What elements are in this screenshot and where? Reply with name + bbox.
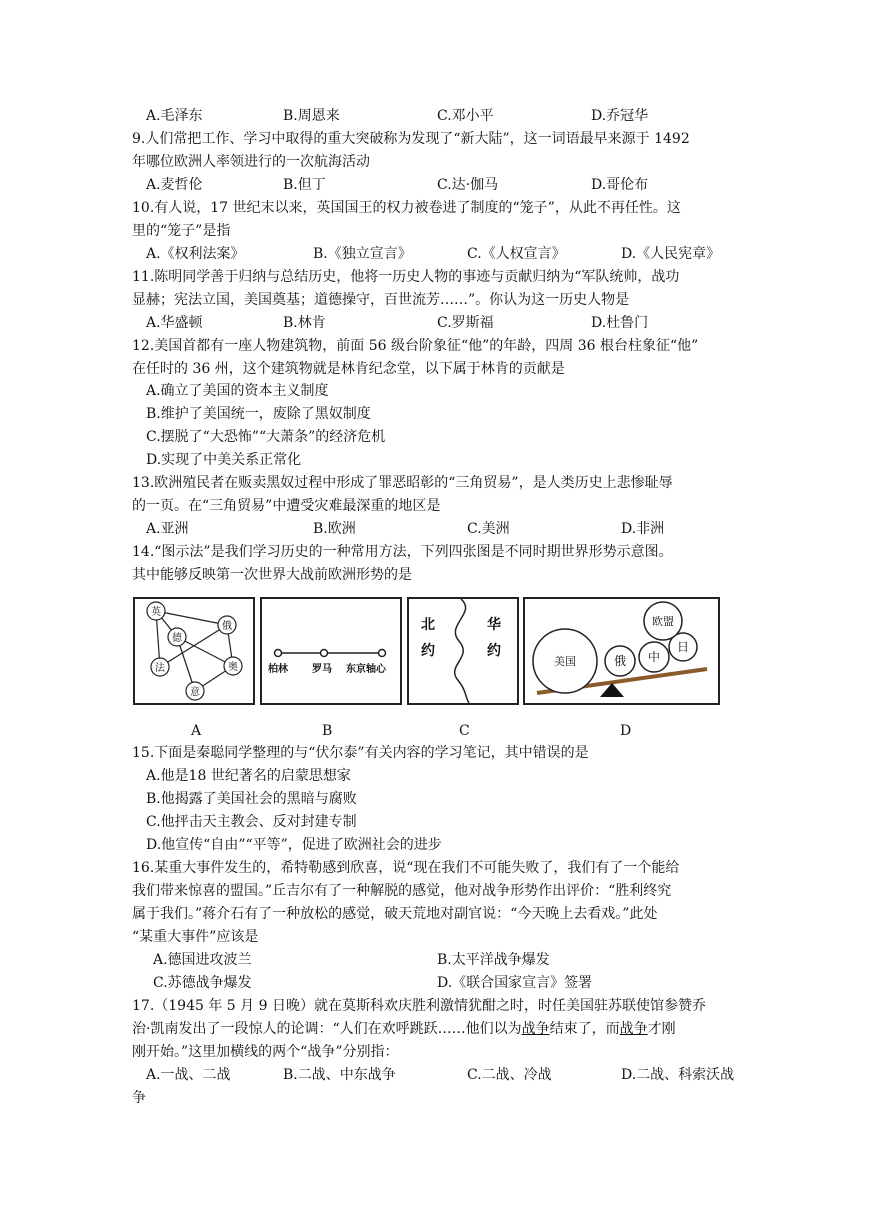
q14-stem: 14.“图示法”是我们学习历史的一种常用方法，下列四张图是不同时期世界形势示意图。 [132,544,673,560]
node-label-fa: 法 [155,663,165,674]
diagram-a [133,597,255,705]
q12-stem-cont: 在任时的 36 州，这个建筑物就是林肯纪念堂，以下属于林肯的贡献是 [132,361,565,377]
q13-option-d: D.非洲 [621,521,665,537]
caption-b: B [322,723,333,739]
q12-stem: 12.美国首都有一座人物建筑物，前面 56 级台阶象征“他”的年龄，四周 36 根台柱象征“他” [132,338,699,354]
q17-text-b: 结束了，而 [549,1021,620,1037]
q16-stem-cont-2: 属于我们。”蒋介石有了一种放松的感觉，破天荒地对副官说：“今天晚上去看戏。”此处 [132,906,658,922]
node-label-de: 德 [172,633,182,644]
q16-stem-cont-1: 我们带来惊喜的盟国。”丘吉尔有了一种解脱的感觉，他对战争形势作出评价：“胜利终究 [132,883,672,899]
q8-option-a: A.毛泽东 [146,108,203,124]
q17-underlined-war-1: 战争 [521,1021,550,1037]
q16-option-b: B.太平洋战争爆发 [437,952,550,968]
axis-node-berlin [275,650,282,657]
diagram-d-balance [525,599,718,703]
q15-option-d: D.他宣传“自由”“平等”，促进了欧洲社会的进步 [146,837,442,853]
q12-option-c: C.摆脱了“大恐怖”“大萧条”的经济危机 [146,429,386,445]
q13-option-b: B.欧洲 [313,521,356,537]
q10-option-c: C.《人权宣言》 [467,246,566,262]
q8-option-c: C.邓小平 [437,108,494,124]
node-label-ao: 奥 [228,662,238,673]
caption-a: A [191,723,202,739]
q10-stem-cont: 里的“笼子”是指 [132,223,231,239]
q16-option-a: A.德国进攻波兰 [153,952,252,968]
diagram-c [407,597,519,705]
q17-option-b: B.二战、中东战争 [283,1067,396,1083]
caption-d: D [620,723,632,739]
q15-option-b: B.他揭露了美国社会的黑暗与腐败 [146,791,357,807]
diagram-b [260,597,402,705]
q12-option-a: A.确立了美国的资本主义制度 [146,383,329,399]
q10-option-b: B.《独立宣言》 [313,246,412,262]
q17-option-d: D.二战、科索沃战 [621,1067,735,1083]
q10-option-a: A.《权利法案》 [146,246,245,262]
q14-stem-cont: 其中能够反映第一次世界大战前欧洲形势的是 [132,567,412,583]
q11-option-b: B.林肯 [283,315,326,331]
q17-stem: 17.（1945 年 5 月 9 日晚）就在莫斯科欢庆胜利激情犹酣之时，时任美国驻苏联使馆参赞乔 [132,998,706,1014]
caption-c: C [459,723,470,739]
q9-option-c: C.达·伽马 [437,177,499,193]
q11-stem: 11.陈明同学善于归纳与总结历史，他将一历史人物的事迹与贡献归纳为“军队统帅，战功 [132,269,680,285]
label-berlin: 柏林 [268,664,288,675]
q9-stem-cont: 年哪位欧洲人率领进行的一次航海活动 [132,154,370,170]
q16-option-d: D.《联合国家宣言》签署 [437,975,593,991]
q13-option-c: C.美洲 [467,521,510,537]
label-hua: 华 [487,617,501,633]
q11-stem-cont: 显赫；宪法立国，美国奠基；道德操守，百世流芳……”。你认为这一历史人物是 [132,292,630,308]
q8-option-b: B.周恩来 [283,108,340,124]
q8-option-d: D.乔冠华 [591,108,649,124]
axis-node-rome [321,650,328,657]
q9-option-a: A.麦哲伦 [146,177,203,193]
label-yue-right: 约 [487,643,501,659]
label-china: 中 [647,650,661,664]
dividing-curve [455,599,469,703]
q11-option-d: D.杜鲁门 [591,315,649,331]
q17-option-c: C.二战、冷战 [467,1067,552,1083]
q17-option-a: A.一战、二战 [146,1067,231,1083]
q16-option-c: C.苏德战争爆发 [153,975,252,991]
q9-option-b: B.但丁 [283,177,326,193]
q16-stem: 16.某重大事件发生的，希特勒感到欣喜，说“现在我们不可能失败了，我们有了一个能给 [132,860,680,876]
q12-option-b: B.维护了美国统一，废除了黑奴制度 [146,406,371,422]
diagram-c-split [409,599,517,703]
q13-stem-cont: 的一页。在“三角贸易”中遭受灾难最深重的地区是 [132,498,441,514]
node-label-e: 俄 [222,621,232,632]
diagram-b-axis [262,599,400,703]
diagram-d [523,597,720,705]
q17-option-d-wrap: 争 [132,1090,146,1106]
q17-stem-cont-2: 刚开始。”这里加横线的两个“战争”分别指： [132,1044,399,1060]
q16-stem-cont-3: “某重大事件”应该是 [132,929,259,945]
label-japan: 日 [676,640,690,654]
q12-option-d: D.实现了中美关系正常化 [146,452,302,468]
node-label-yi: 意 [190,687,200,698]
q13-option-a: A.亚洲 [146,521,189,537]
label-eu: 欧盟 [652,615,674,628]
label-russia: 俄 [613,654,627,668]
q10-option-d: D.《人民宪章》 [621,246,721,262]
label-yue-left: 约 [421,643,435,659]
q15-option-a: A.他是18 世纪著名的启蒙思想家 [146,768,351,784]
q15-stem: 15.下面是秦聪同学整理的与“伏尔泰”有关内容的学习笔记，其中错误的是 [132,745,589,761]
q9-option-d: D.哥伦布 [591,177,649,193]
q17-underlined-war-2: 战争 [619,1021,648,1037]
q17-text-c: 才刚 [647,1021,676,1037]
label-rome: 罗马 [312,664,332,675]
q13-stem: 13.欧洲殖民者在贩卖黑奴过程中形成了罪恶昭彰的“三角贸易”，是人类历史上悲惨耻辱 [132,475,673,491]
q15-option-c: C.他抨击天主教会、反对封建专制 [146,814,357,830]
label-tokyo-axis: 东京轴心 [346,664,386,675]
q10-stem: 10.有人说，17 世纪末以来，英国国王的权力被卷进了制度的“笼子”，从此不再任性。这 [132,200,681,216]
label-bei: 北 [421,617,435,633]
q17-stem-cont-1 [132,1019,676,1039]
q11-option-a: A.华盛顿 [146,315,203,331]
diagram-a-network [135,599,253,703]
q9-stem: 9.人们常把工作、学习中取得的重大突破称为发现了“新大陆”，这一词语最早来源于 1492 [132,131,690,147]
q11-option-c: C.罗斯福 [437,315,494,331]
q17-text-a: 治·凯南发出了一段惊人的论调：“人们在欢呼跳跃……他们以为 [132,1021,522,1037]
label-usa: 美国 [554,655,576,668]
node-label-ying: 英 [151,607,161,618]
axis-node-tokyo [379,650,386,657]
edge-ying-e [156,611,227,625]
